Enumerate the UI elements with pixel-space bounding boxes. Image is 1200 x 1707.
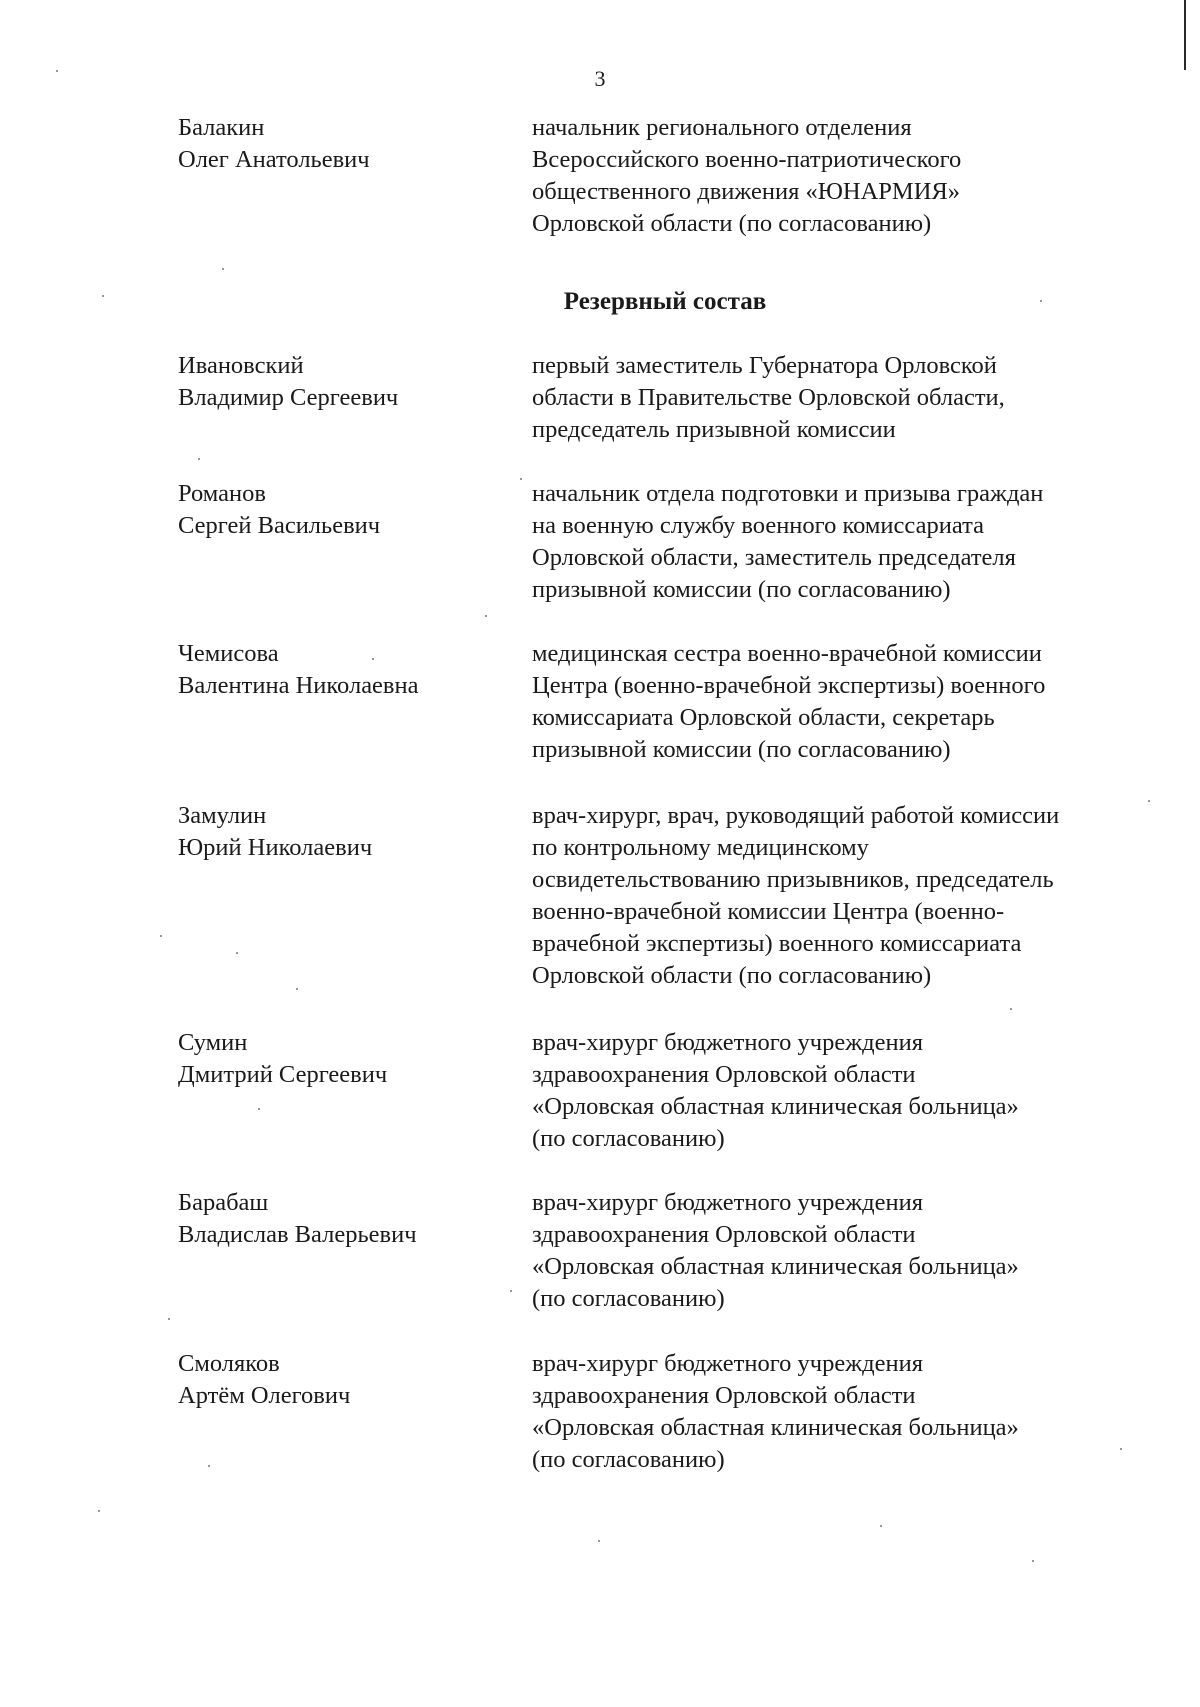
position-line: призывной комиссии (по согласованию) xyxy=(532,576,951,603)
member-given-names: Валентина Николаевна xyxy=(178,672,419,699)
scan-speck xyxy=(160,935,162,937)
position-line: здравоохранения Орловской области xyxy=(532,1061,916,1088)
scan-speck xyxy=(1148,800,1150,802)
position-line: (по согласованию) xyxy=(532,1446,725,1473)
member-name xyxy=(178,478,498,542)
position-line: «Орловская областная клиническая больница» xyxy=(532,1414,1019,1441)
position-line: (по согласованию) xyxy=(532,1285,725,1312)
member-position xyxy=(532,1348,1162,1476)
scan-speck xyxy=(258,1108,260,1110)
member-surname: Сумин xyxy=(178,1029,248,1056)
position-line: здравоохранения Орловской области xyxy=(532,1221,916,1248)
scan-speck xyxy=(296,988,298,990)
position-line: (по согласованию) xyxy=(532,1125,725,1152)
scan-speck xyxy=(102,295,104,297)
scan-speck xyxy=(208,1465,210,1467)
member-position xyxy=(532,800,1162,992)
scan-speck xyxy=(485,615,487,617)
position-line: начальник отдела подготовки и призыва граждан xyxy=(532,480,1044,507)
position-line: Всероссийского военно-патриотического xyxy=(532,146,962,173)
position-line: начальник регионального отделения xyxy=(532,114,912,141)
position-line: по контрольному медицинскому xyxy=(532,834,869,861)
position-line: общественного движения «ЮНАРМИЯ» xyxy=(532,178,960,205)
member-given-names: Владимир Сергеевич xyxy=(178,384,399,411)
position-line: Орловской области, заместитель председателя xyxy=(532,544,1016,571)
member-position xyxy=(532,1187,1162,1315)
member-surname: Ивановский xyxy=(178,352,304,379)
reserve-heading: Резервный состав xyxy=(563,288,767,315)
member-position xyxy=(532,350,1162,446)
member-given-names: Юрий Николаевич xyxy=(178,834,373,861)
scan-speck xyxy=(880,1525,882,1527)
member-position xyxy=(532,1027,1162,1155)
scan-speck xyxy=(1120,1448,1122,1450)
scan-speck xyxy=(236,952,238,954)
member-given-names: Владислав Валерьевич xyxy=(178,1221,417,1248)
member-surname: Романов xyxy=(178,480,266,507)
member-surname: Чемисова xyxy=(178,640,279,667)
scan-edge-mark xyxy=(1184,0,1186,70)
position-line: «Орловская областная клиническая больница» xyxy=(532,1253,1019,1280)
member-name xyxy=(178,638,498,702)
position-line: Орловской области (по согласованию) xyxy=(532,962,932,989)
position-line: здравоохранения Орловской области xyxy=(532,1382,916,1409)
member-position xyxy=(532,112,1162,240)
member-name xyxy=(178,112,498,176)
position-line: врач-хирург бюджетного учреждения xyxy=(532,1029,923,1056)
scan-speck xyxy=(198,458,200,460)
position-line: комиссариата Орловской области, секретарь xyxy=(532,704,995,731)
member-surname: Смоляков xyxy=(178,1350,280,1377)
position-line: области в Правительстве Орловской области, xyxy=(532,384,1005,411)
member-surname: Балакин xyxy=(178,114,265,141)
member-name xyxy=(178,1187,498,1251)
scan-speck xyxy=(510,1290,512,1292)
position-line: «Орловская областная клиническая больница» xyxy=(532,1093,1019,1120)
position-line: врачебной экспертизы) военного комиссариата xyxy=(532,930,1022,957)
position-line: Орловской области (по согласованию) xyxy=(532,210,932,237)
scan-speck xyxy=(520,478,522,480)
member-position xyxy=(532,638,1162,766)
member-given-names: Дмитрий Сергеевич xyxy=(178,1061,388,1088)
position-line: военно-врачебной комиссии Центра (военно- xyxy=(532,898,1005,925)
position-line: председатель призывной комиссии xyxy=(532,416,896,443)
position-line: врач-хирург бюджетного учреждения xyxy=(532,1350,923,1377)
member-surname: Замулин xyxy=(178,802,267,829)
scan-speck xyxy=(56,70,58,72)
page-number: 3 xyxy=(594,66,606,91)
scan-speck xyxy=(168,1318,170,1320)
scan-speck xyxy=(598,1540,600,1542)
member-given-names: Сергей Васильевич xyxy=(178,512,381,539)
scan-speck xyxy=(98,1510,100,1512)
member-given-names: Олег Анатольевич xyxy=(178,146,370,173)
member-given-names: Артём Олегович xyxy=(178,1382,351,1409)
position-line: призывной комиссии (по согласованию) xyxy=(532,736,951,763)
scan-speck xyxy=(1032,1560,1034,1562)
position-line: освидетельствованию призывников, председатель xyxy=(532,866,1054,893)
member-position xyxy=(532,478,1162,606)
scan-speck xyxy=(222,268,224,270)
scan-speck xyxy=(1040,300,1042,302)
scan-speck xyxy=(372,658,374,660)
scan-speck xyxy=(1010,1008,1012,1010)
position-line: медицинская сестра военно-врачебной комиссии xyxy=(532,640,1042,667)
member-surname: Барабаш xyxy=(178,1189,269,1216)
position-line: Центра (военно-врачебной экспертизы) военного xyxy=(532,672,1046,699)
member-name xyxy=(178,350,498,414)
position-line: врач-хирург бюджетного учреждения xyxy=(532,1189,923,1216)
position-line: врач-хирург, врач, руководящий работой комиссии xyxy=(532,802,1060,829)
position-line: на военную службу военного комиссариата xyxy=(532,512,984,539)
member-name xyxy=(178,1027,498,1091)
member-name xyxy=(178,800,498,864)
member-name xyxy=(178,1348,498,1412)
position-line: первый заместитель Губернатора Орловской xyxy=(532,352,997,379)
